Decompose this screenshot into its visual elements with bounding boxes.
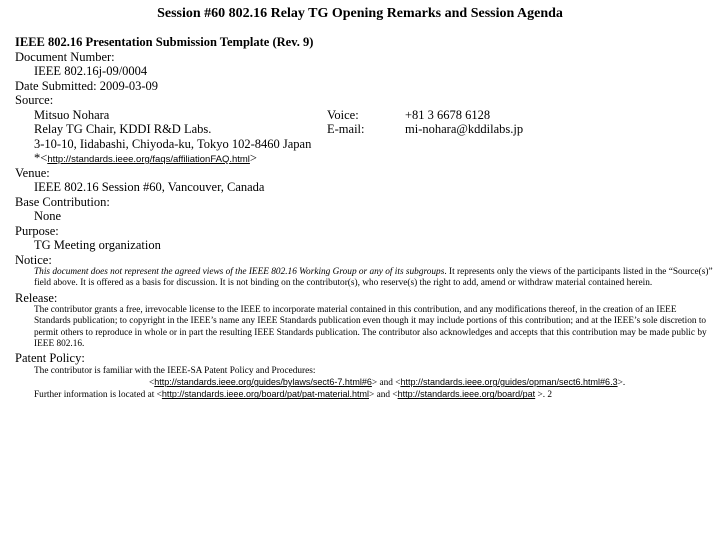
source-role: Relay TG Chair, KDDI R&D Labs.: [34, 122, 212, 136]
template-name: IEEE 802.16 Presentation Submission Template (Rev. 9): [15, 35, 314, 49]
patent-l3-suffix: >. 2: [535, 390, 553, 401]
notice-rest: . It represents only the views of the participants listed in the “Source(s)” field above. It is offered as a basis for discussion. It is not binding on the contributor(s), who reserve(s) the right to add, amend or withdraw material contained herein.: [34, 267, 713, 289]
release-label: Release:: [15, 290, 58, 305]
venue-label: Venue:: [15, 165, 50, 180]
base-contribution: None: [34, 209, 62, 223]
purpose: TG Meeting organization: [34, 238, 161, 252]
source-row-role: [15, 122, 715, 137]
patent-l3-prefix: Further information is located at <: [34, 390, 162, 401]
patent-line-3: [34, 389, 715, 401]
document-body: [15, 35, 715, 403]
patent-link-bylaws[interactable]: http://standards.ieee.org/guides/bylaws/sect6-7.html#6: [154, 377, 372, 388]
affiliation-suffix: >: [249, 151, 257, 165]
patent-l2-prefix: <: [149, 378, 155, 389]
source-row-address: [15, 137, 715, 152]
patent-l2-mid: > and <: [371, 378, 401, 389]
affiliation-line: [34, 151, 257, 168]
document-number: IEEE 802.16j-09/0004: [34, 64, 148, 78]
voice-label: Voice:: [327, 107, 359, 122]
email-address: mi-nohara@kddilabs.jp: [405, 122, 524, 136]
affiliation-prefix: *<: [34, 151, 48, 165]
patent-l3-mid: > and <: [369, 390, 398, 401]
patent-line-2: [34, 377, 715, 389]
venue: IEEE 802.16 Session #60, Vancouver, Canada: [34, 180, 265, 194]
affiliation-row: [15, 151, 715, 166]
patent-link-board[interactable]: http://standards.ieee.org/board/pat: [397, 389, 536, 400]
patent-l2-suffix: >.: [617, 378, 626, 389]
affiliation-link[interactable]: http://standards.ieee.org/faqs/affiliationFAQ.html: [47, 154, 250, 165]
patent-link-opman[interactable]: http://standards.ieee.org/guides/opman/sect6.html#6.3: [400, 377, 618, 388]
patent-link-material[interactable]: http://standards.ieee.org/board/pat/pat-material.html: [161, 389, 370, 400]
source-row-name: [15, 108, 715, 123]
patent-label: Patent Policy:: [15, 351, 85, 366]
notice-italic: This document does not represent the agreed views of the IEEE 802.16 Working Group or any of its subgroups: [34, 267, 445, 277]
patent-line-1: The contributor is familiar with the IEEE-SA Patent Policy and Procedures:: [34, 365, 316, 376]
notice-text: [15, 267, 715, 290]
base-contribution-label: Base Contribution:: [15, 194, 110, 209]
release-text: The contributor grants a free, irrevocable license to the IEEE to incorporate material contained in this contribution, and any modifications thereof, in the creation of an IEEE Standards publication; to copyright in the IEEE’s name any IEEE Standards publication even though it may include portions of this contribution; and at the IEEE’s sole discretion to permit others to reproduce in whole or in part the resulting IEEE Standards publication. The contributor also acknowledges and accepts that this contribution may be made public by IEEE 802.16.: [34, 305, 707, 349]
source-label: Source:: [15, 93, 54, 107]
email-label: E-mail:: [327, 122, 365, 136]
page-title: Session #60 802.16 Relay TG Opening Remarks and Session Agenda: [157, 6, 563, 21]
purpose-label: Purpose:: [15, 223, 59, 238]
notice-label: Notice:: [15, 252, 52, 267]
voice-number: +81 3 6678 6128: [405, 107, 491, 122]
source-name: Mitsuo Nohara: [34, 107, 110, 122]
patent-text: [15, 366, 715, 402]
document-number-label: Document Number:: [15, 49, 115, 64]
date-submitted: Date Submitted: 2009-03-09: [15, 78, 159, 93]
source-address: 3-10-10, Iidabashi, Chiyoda-ku, Tokyo 102-8460 Japan: [34, 136, 312, 151]
